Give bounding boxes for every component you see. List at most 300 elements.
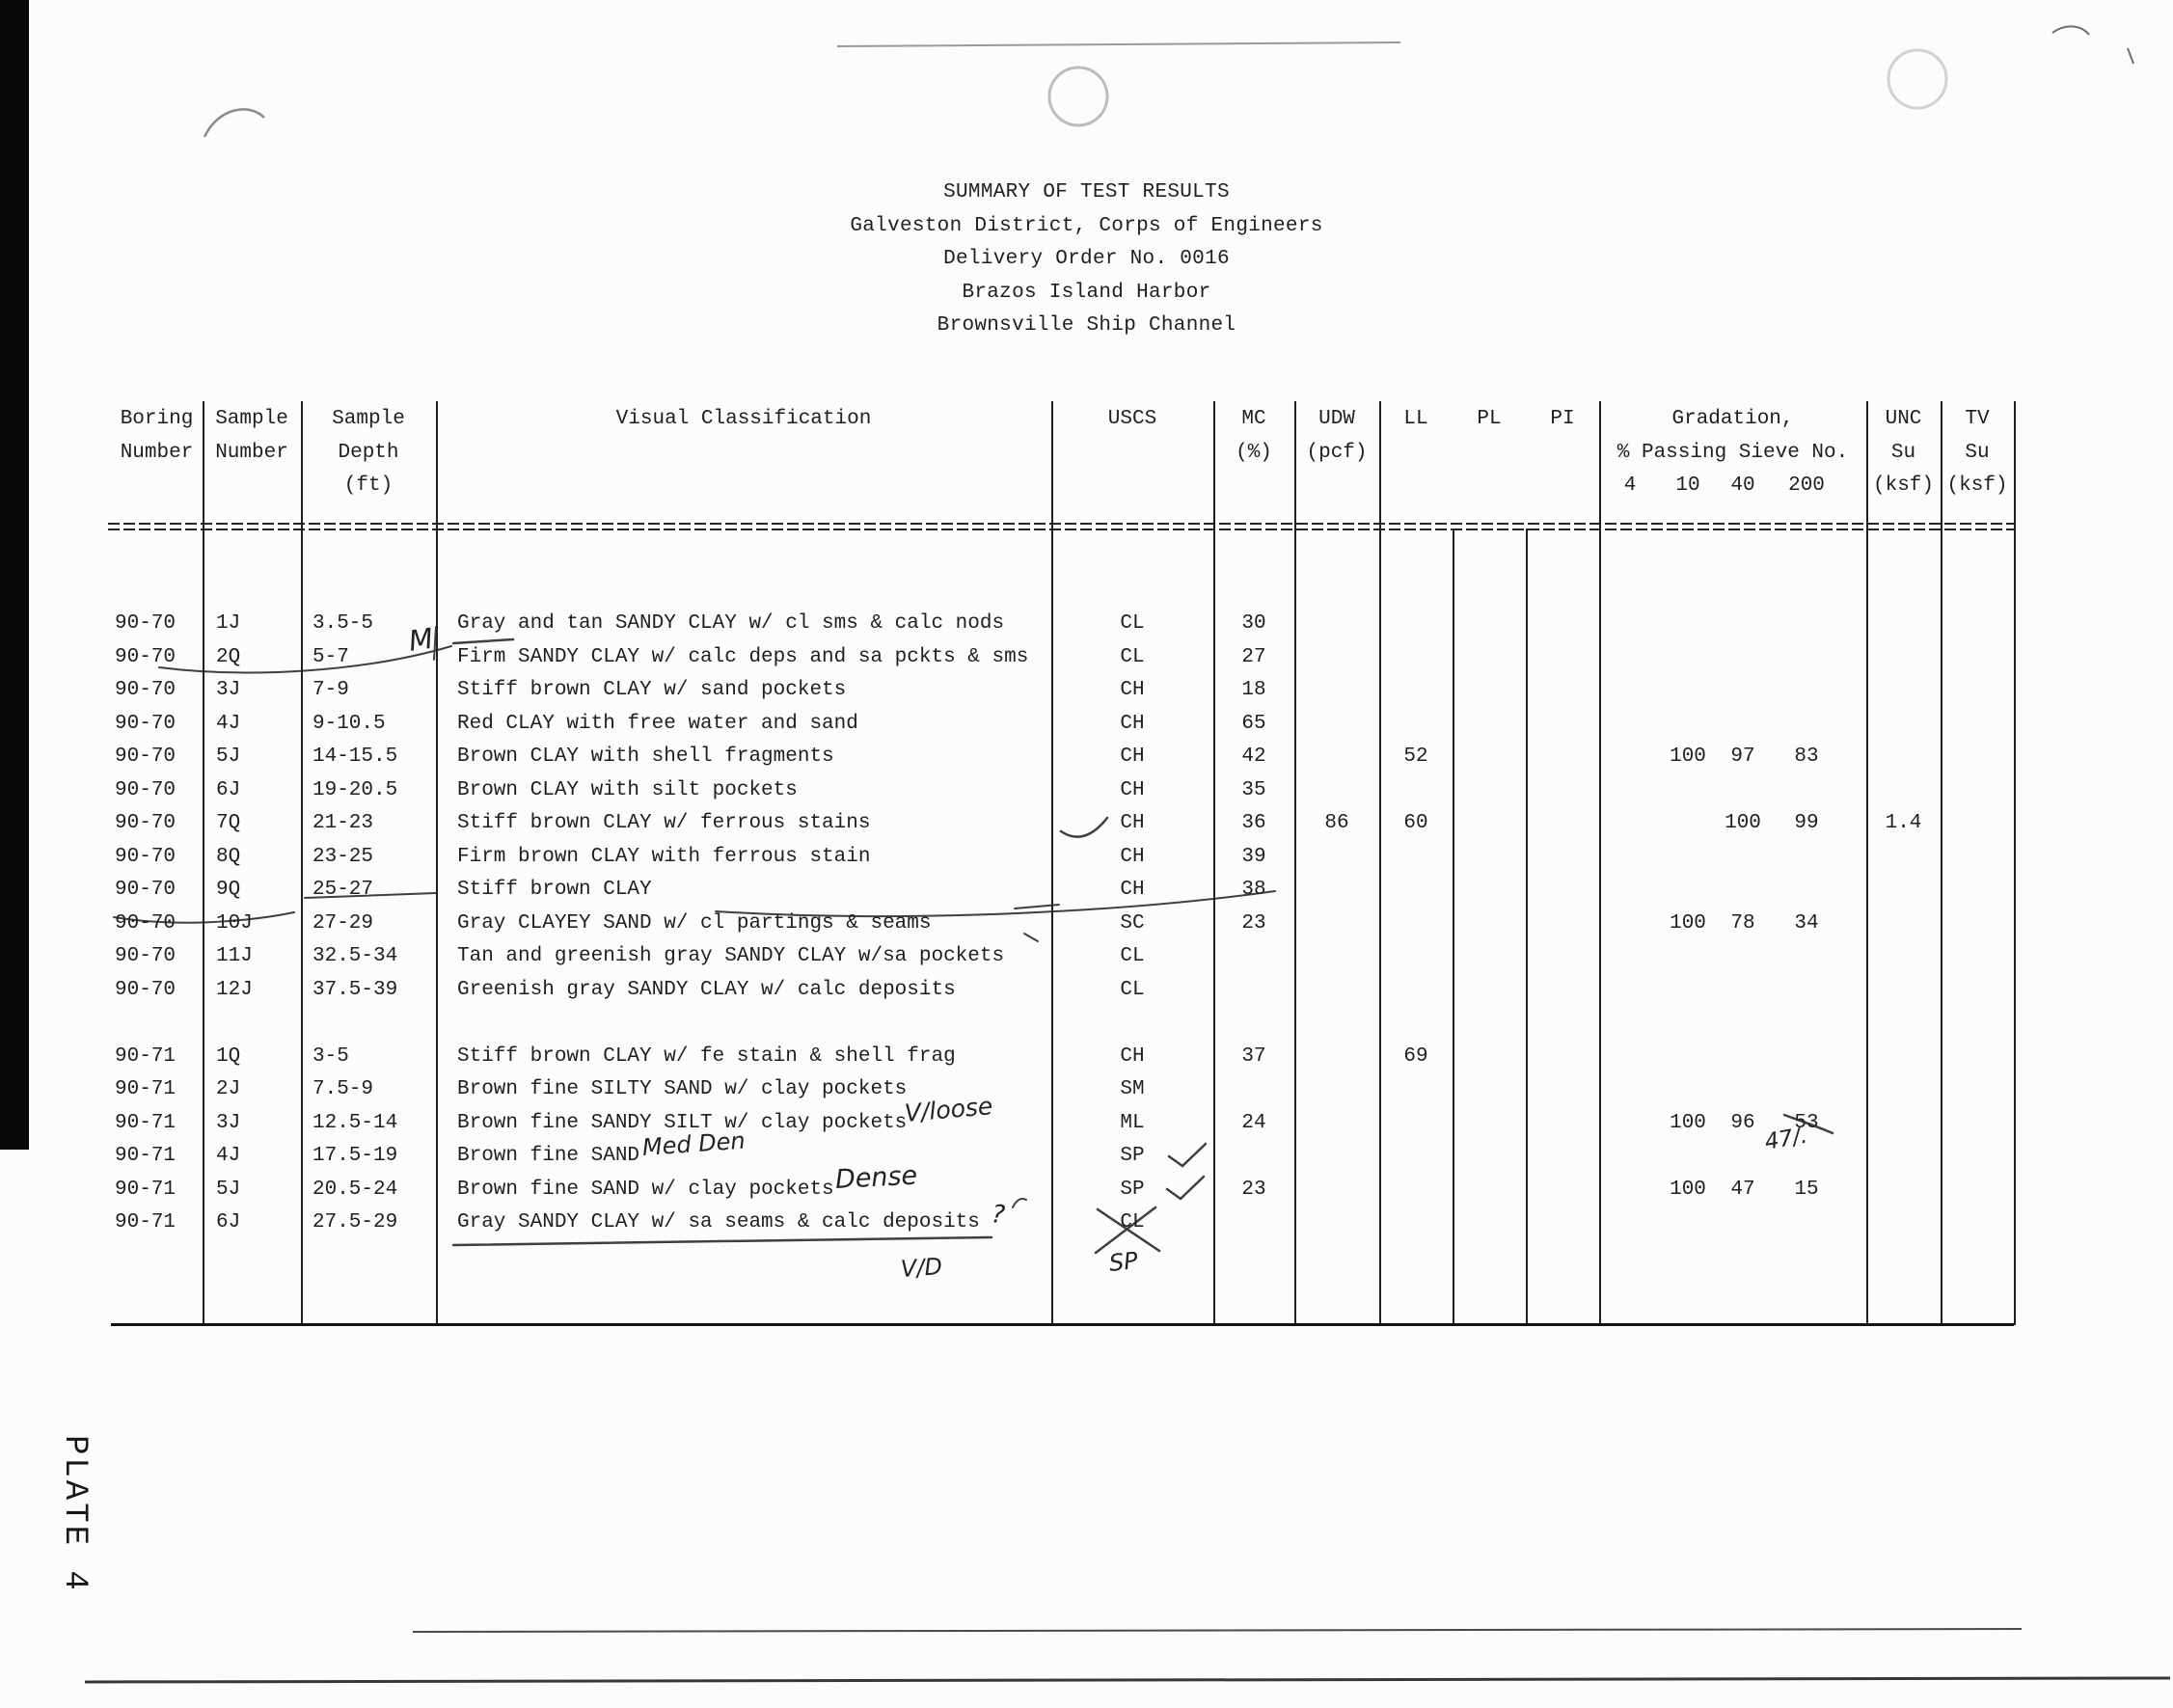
cell-grad-200 [1771, 1073, 1842, 1107]
cell-grad-10 [1661, 641, 1715, 675]
cell-unc: 1.4 [1885, 812, 1922, 834]
cell-udw [1294, 1073, 1379, 1107]
cell-unc [1866, 974, 1941, 1008]
cell-visual: Gray SANDY CLAY w/ sa seams & calc deposits [457, 1211, 980, 1234]
document-subtitle-channel: Brownsville Ship Channel [937, 314, 1236, 337]
handwritten-density-note-dense: Dense [834, 1160, 918, 1195]
cell-ll [1379, 608, 1453, 641]
cell-grad-200: 34 [1794, 911, 1819, 935]
table-row [111, 1041, 2014, 1074]
cell-grad [1599, 841, 1866, 875]
header-uscs-line1: USCS [1107, 408, 1157, 430]
cell-sample: 2Q [216, 645, 241, 668]
cell-grad [1599, 1140, 1866, 1174]
table-row [111, 608, 2014, 641]
table-column-divider [1526, 529, 1528, 1325]
cell-pl [1453, 974, 1526, 1008]
header-gradation-sieves [1599, 470, 1866, 503]
cell-mc: 18 [1241, 679, 1266, 701]
cell-depth: 23-25 [312, 845, 374, 868]
cell-pl [1453, 741, 1526, 774]
cell-mc: 27 [1241, 645, 1266, 668]
cell-depth: 3-5 [312, 1044, 349, 1068]
scan-line-artifact [837, 42, 1400, 46]
cell-pl [1453, 807, 1526, 841]
table-row [111, 841, 2014, 875]
cell-udw [1294, 774, 1379, 808]
cell-uscs: CH [1120, 679, 1145, 701]
cell-sample: 12J [216, 978, 253, 1001]
cell-unc [1866, 774, 1941, 808]
cell-grad-200 [1771, 940, 1842, 974]
cell-uscs: CL [1120, 645, 1145, 668]
cell-boring: 90-71 [115, 1145, 177, 1167]
header-uscs [1051, 403, 1213, 503]
header-unc-line2: Su [1890, 441, 1916, 464]
header-boring-line1: Boring [120, 408, 194, 430]
cell-grad [1599, 974, 1866, 1008]
cell-pl [1453, 708, 1526, 742]
cell-pi [1526, 608, 1599, 641]
cell-uscs: ML [1120, 1111, 1145, 1134]
header-depth-line3: (ft) [343, 474, 394, 497]
cell-unc [1866, 608, 1941, 641]
cell-grad-40: 96 [1730, 1111, 1755, 1134]
hole-punch [1888, 50, 1946, 108]
cell-tv [1941, 908, 2014, 941]
header-unc-line1: UNC [1885, 408, 1922, 430]
cell-boring: 90-70 [115, 778, 177, 801]
cell-boring: 90-70 [115, 978, 177, 1001]
cell-mc: 39 [1241, 845, 1266, 868]
cell-tv [1941, 807, 2014, 841]
cell-pl [1453, 1041, 1526, 1074]
cell-grad-40 [1715, 974, 1771, 1008]
header-udw-line1: UDW [1318, 408, 1355, 430]
cell-pi [1526, 1073, 1599, 1107]
cell-mc: 37 [1241, 1044, 1266, 1068]
cell-uscs: CL [1120, 945, 1145, 967]
pencil-mark [2128, 48, 2133, 64]
cell-grad-200 [1771, 708, 1842, 742]
cell-pl [1453, 674, 1526, 708]
cell-depth: 32.5-34 [312, 945, 398, 967]
cell-unc [1866, 1206, 1941, 1240]
cell-unc [1866, 874, 1941, 908]
cell-pl [1453, 1107, 1526, 1141]
header-tv [1941, 403, 2014, 503]
table-row [111, 874, 2014, 908]
cell-tv [1941, 608, 2014, 641]
table-body [111, 608, 2014, 1240]
cell-grad-4 [1599, 1206, 1661, 1240]
cell-unc [1866, 708, 1941, 742]
table-row [111, 974, 2014, 1008]
table-column-divider [1294, 401, 1296, 1325]
table-column-divider [1213, 401, 1215, 1325]
cell-grad [1599, 807, 1866, 841]
cell-grad-40 [1715, 1140, 1771, 1174]
cell-uscs: CH [1120, 778, 1145, 801]
cell-mc [1213, 1073, 1294, 1107]
cell-sample: 8Q [216, 845, 241, 868]
cell-tv [1941, 1174, 2014, 1207]
cell-grad-200 [1771, 674, 1842, 708]
header-mc-line2: (%) [1236, 441, 1272, 464]
handwritten-density-note-vloose: V/loose [903, 1092, 994, 1127]
cell-grad-10 [1661, 1140, 1715, 1174]
scan-line-artifact [413, 1629, 2022, 1632]
cell-depth: 37.5-39 [312, 978, 398, 1001]
header-boring-line2: Number [120, 441, 194, 464]
table-row [111, 807, 2014, 841]
cell-ll [1379, 674, 1453, 708]
cell-mc: 30 [1241, 612, 1266, 635]
cell-mc: 38 [1241, 879, 1266, 901]
cell-boring: 90-70 [115, 712, 177, 735]
cell-grad-4 [1599, 1073, 1661, 1107]
header-mc [1213, 403, 1294, 503]
header-pl [1453, 403, 1526, 503]
cell-grad-200 [1771, 974, 1842, 1008]
cell-boring: 90-70 [115, 879, 177, 901]
header-depth [301, 403, 436, 503]
handwritten-question-mark: ? [990, 1200, 1007, 1231]
cell-tv [1941, 741, 2014, 774]
header-tv-line3: (ksf) [1946, 474, 2008, 497]
document-subtitle-order: Delivery Order No. 0016 [943, 248, 1230, 270]
cell-grad-10: 100 [1670, 1178, 1706, 1201]
table-row [111, 1140, 2014, 1174]
cell-grad [1599, 608, 1866, 641]
header-boring [111, 403, 203, 503]
cell-unc [1866, 741, 1941, 774]
table-column-divider [436, 401, 438, 1325]
cell-visual: Brown CLAY with silt pockets [457, 778, 798, 801]
handwritten-density-note-vd: V/D [900, 1253, 943, 1283]
document-title: SUMMARY OF TEST RESULTS [943, 181, 1230, 203]
cell-grad-4 [1599, 641, 1661, 675]
cell-grad-4 [1599, 1107, 1661, 1141]
cell-ll: 52 [1403, 746, 1428, 768]
header-tv-line2: Su [1965, 441, 1990, 464]
cell-pi [1526, 908, 1599, 941]
cell-depth: 20.5-24 [312, 1178, 398, 1201]
cell-depth: 7.5-9 [312, 1078, 374, 1100]
header-sieve-200: 200 [1788, 474, 1825, 497]
cell-sample: 5J [216, 746, 241, 768]
cell-depth: 3.5-5 [312, 612, 374, 635]
table-column-divider [2014, 401, 2016, 1325]
cell-grad-40 [1715, 641, 1771, 675]
cell-uscs: SP [1120, 1145, 1145, 1167]
cell-pi [1526, 1206, 1599, 1240]
cell-boring: 90-71 [115, 1044, 177, 1068]
group-spacer [111, 1007, 2014, 1041]
cell-pi [1526, 974, 1599, 1008]
header-unc-line3: (ksf) [1872, 474, 1934, 497]
table-row [111, 674, 2014, 708]
plate-label: PLATE 4 [56, 1435, 93, 1593]
cell-tv [1941, 974, 2014, 1008]
cell-udw [1294, 974, 1379, 1008]
cell-sample: 1J [216, 612, 241, 635]
table-column-divider [1941, 401, 1942, 1325]
cell-grad [1599, 774, 1866, 808]
cell-pl [1453, 774, 1526, 808]
table-row [111, 1073, 2014, 1107]
cell-grad-4 [1599, 908, 1661, 941]
cell-udw [1294, 940, 1379, 974]
cell-sample: 1Q [216, 1044, 241, 1068]
cell-pl [1453, 1174, 1526, 1207]
cell-visual: Brown fine SAND w/ clay pockets [457, 1178, 834, 1201]
cell-pi [1526, 674, 1599, 708]
cell-udw [1294, 841, 1379, 875]
cell-tv [1941, 1041, 2014, 1074]
cell-ll [1379, 1140, 1453, 1174]
header-visual-line1: Visual Classification [615, 408, 872, 430]
cell-boring: 90-71 [115, 1078, 177, 1100]
cell-grad-4 [1599, 841, 1661, 875]
cell-ll [1379, 641, 1453, 675]
hole-punch [1049, 68, 1107, 125]
cell-visual: Brown fine SAND [457, 1145, 640, 1167]
cell-mc [1213, 1206, 1294, 1240]
cell-pi [1526, 708, 1599, 742]
header-pi [1526, 403, 1599, 503]
cell-visual: Brown CLAY with shell fragments [457, 746, 834, 768]
cell-tv [1941, 1073, 2014, 1107]
handwritten-gradation-correction: 47/. [1762, 1123, 1809, 1155]
cell-grad-4 [1599, 674, 1661, 708]
cell-grad-4 [1599, 608, 1661, 641]
cell-pi [1526, 1140, 1599, 1174]
cell-uscs: CH [1120, 1044, 1145, 1068]
cell-sample: 3J [216, 1111, 241, 1134]
cell-boring: 90-70 [115, 645, 177, 668]
cell-unc [1866, 1073, 1941, 1107]
table-row [111, 908, 2014, 941]
cell-grad [1599, 641, 1866, 675]
cell-unc [1866, 1107, 1941, 1141]
cell-udw [1294, 874, 1379, 908]
cell-visual: Firm SANDY CLAY w/ calc deps and sa pckts & sms [457, 645, 1029, 668]
cell-grad-10 [1661, 940, 1715, 974]
cell-grad-40: 97 [1730, 746, 1755, 768]
cell-boring: 90-71 [115, 1178, 177, 1201]
cell-sample: 6J [216, 778, 241, 801]
cell-udw [1294, 708, 1379, 742]
cell-uscs: CH [1120, 812, 1145, 834]
cell-ll [1379, 774, 1453, 808]
cell-udw [1294, 1140, 1379, 1174]
cell-sample: 4J [216, 1145, 241, 1167]
cell-tv [1941, 1206, 2014, 1240]
document-subtitle-district: Galveston District, Corps of Engineers [850, 214, 1323, 237]
cell-pi [1526, 940, 1599, 974]
table-column-divider [1866, 401, 1868, 1325]
cell-pi [1526, 807, 1599, 841]
cell-grad-10 [1661, 608, 1715, 641]
cell-sample: 5J [216, 1178, 241, 1201]
cell-pi [1526, 841, 1599, 875]
cell-ll [1379, 841, 1453, 875]
cell-udw [1294, 674, 1379, 708]
cell-sample: 11J [216, 945, 253, 967]
cell-grad-4 [1599, 708, 1661, 742]
table-row [111, 641, 2014, 675]
cell-unc [1866, 674, 1941, 708]
scan-line-artifact [85, 1678, 2170, 1682]
cell-boring: 90-70 [115, 746, 177, 768]
cell-depth: 7-9 [312, 679, 349, 701]
cell-ll [1379, 874, 1453, 908]
cell-grad [1599, 1174, 1866, 1207]
header-mc-line1: MC [1241, 408, 1266, 430]
cell-grad-10 [1661, 874, 1715, 908]
table-header-separator [108, 523, 2016, 532]
table-header [111, 403, 2014, 503]
cell-grad-40 [1715, 1206, 1771, 1240]
header-sieve-4: 4 [1623, 474, 1637, 497]
cell-grad-40: 78 [1730, 911, 1755, 935]
header-gradation-subtitle: % Passing Sieve No. [1616, 441, 1849, 464]
cell-unc [1866, 1174, 1941, 1207]
cell-mc: 42 [1241, 746, 1266, 768]
cell-grad-200 [1771, 874, 1842, 908]
cell-pl [1453, 641, 1526, 675]
cell-sample: 3J [216, 679, 241, 701]
cell-visual: Brown fine SANDY SILT w/ clay pockets [457, 1111, 908, 1134]
cell-uscs: CL [1120, 612, 1145, 635]
header-sieve-40: 40 [1730, 474, 1755, 497]
cell-boring: 90-71 [115, 1211, 177, 1234]
cell-grad-10 [1661, 774, 1715, 808]
cell-tv [1941, 874, 2014, 908]
cell-tv [1941, 940, 2014, 974]
cell-uscs: CH [1120, 712, 1145, 735]
header-gradation-title: Gradation, [1671, 408, 1794, 430]
header-sample-line1: Sample [215, 408, 288, 430]
cell-visual: Tan and greenish gray SANDY CLAY w/sa pockets [457, 945, 1005, 967]
cell-visual: Greenish gray SANDY CLAY w/ calc deposits [457, 978, 956, 1001]
header-depth-line1: Sample [332, 408, 405, 430]
handwritten-firm-correction-mark: M [406, 621, 436, 658]
cell-depth: 5-7 [312, 645, 349, 668]
cell-sample: 2J [216, 1078, 241, 1100]
cell-depth: 19-20.5 [312, 778, 398, 801]
cell-sample: 4J [216, 712, 241, 735]
cell-ll: 60 [1403, 812, 1428, 834]
cell-uscs: CH [1120, 746, 1145, 768]
cell-grad-40 [1715, 841, 1771, 875]
cell-grad-4 [1599, 974, 1661, 1008]
cell-udw [1294, 908, 1379, 941]
cell-grad-4 [1599, 874, 1661, 908]
cell-grad-200 [1771, 841, 1842, 875]
cell-grad-200 [1771, 1041, 1842, 1074]
cell-uscs: SM [1120, 1078, 1145, 1100]
cell-depth: 17.5-19 [312, 1145, 398, 1167]
cell-tv [1941, 641, 2014, 675]
cell-pi [1526, 774, 1599, 808]
cell-pl [1453, 608, 1526, 641]
cell-ll [1379, 1107, 1453, 1141]
pencil-mark [2052, 26, 2089, 35]
cell-grad-4 [1599, 807, 1661, 841]
cell-grad [1599, 708, 1866, 742]
cell-pi [1526, 1174, 1599, 1207]
handwritten-uscs-correction-sp: SP [1107, 1246, 1140, 1277]
title-block [0, 176, 2173, 343]
cell-ll [1379, 940, 1453, 974]
cell-depth: 9-10.5 [312, 712, 386, 735]
cell-ll [1379, 1174, 1453, 1207]
cell-pl [1453, 1073, 1526, 1107]
cell-tv [1941, 674, 2014, 708]
cell-pl [1453, 940, 1526, 974]
cell-udw [1294, 608, 1379, 641]
cell-depth: 27-29 [312, 911, 374, 935]
cell-grad [1599, 1041, 1866, 1074]
cell-mc [1213, 1140, 1294, 1174]
cell-grad-200: 15 [1794, 1178, 1819, 1201]
cell-depth: 25-27 [312, 879, 374, 901]
cell-grad-10 [1661, 1073, 1715, 1107]
cell-tv [1941, 1140, 2014, 1174]
table-row [111, 741, 2014, 774]
cell-uscs: CL [1120, 1211, 1145, 1234]
cell-unc [1866, 908, 1941, 941]
cell-pl [1453, 1140, 1526, 1174]
table-column-divider [1051, 401, 1053, 1325]
table-row [111, 708, 2014, 742]
cell-visual: Stiff brown CLAY [457, 879, 652, 901]
cell-depth: 27.5-29 [312, 1211, 398, 1234]
header-udw [1294, 403, 1379, 503]
header-unc [1866, 403, 1941, 503]
cell-mc: 23 [1241, 1178, 1266, 1201]
cell-grad-200 [1771, 641, 1842, 675]
cell-mc: 36 [1241, 812, 1266, 834]
cell-depth: 21-23 [312, 812, 374, 834]
cell-boring: 90-70 [115, 845, 177, 868]
header-depth-line2: Depth [338, 441, 399, 464]
cell-pl [1453, 1206, 1526, 1240]
header-ll [1379, 403, 1453, 503]
cell-udw [1294, 641, 1379, 675]
cell-grad-40 [1715, 774, 1771, 808]
cell-grad [1599, 741, 1866, 774]
cell-grad [1599, 1107, 1866, 1141]
cell-udw [1294, 1174, 1379, 1207]
cell-boring: 90-70 [115, 679, 177, 701]
header-udw-line2: (pcf) [1306, 441, 1368, 464]
cell-grad-4 [1599, 1174, 1661, 1207]
cell-tv [1941, 1107, 2014, 1141]
cell-grad [1599, 674, 1866, 708]
cell-tv [1941, 774, 2014, 808]
table-column-divider [1379, 401, 1381, 1325]
cell-mc: 24 [1241, 1111, 1266, 1134]
cell-udw [1294, 741, 1379, 774]
cell-grad-40: 47 [1730, 1178, 1755, 1201]
cell-udw [1294, 1206, 1379, 1240]
cell-grad-4 [1599, 741, 1661, 774]
cell-sample: 6J [216, 1211, 241, 1234]
cell-mc: 23 [1241, 911, 1266, 935]
